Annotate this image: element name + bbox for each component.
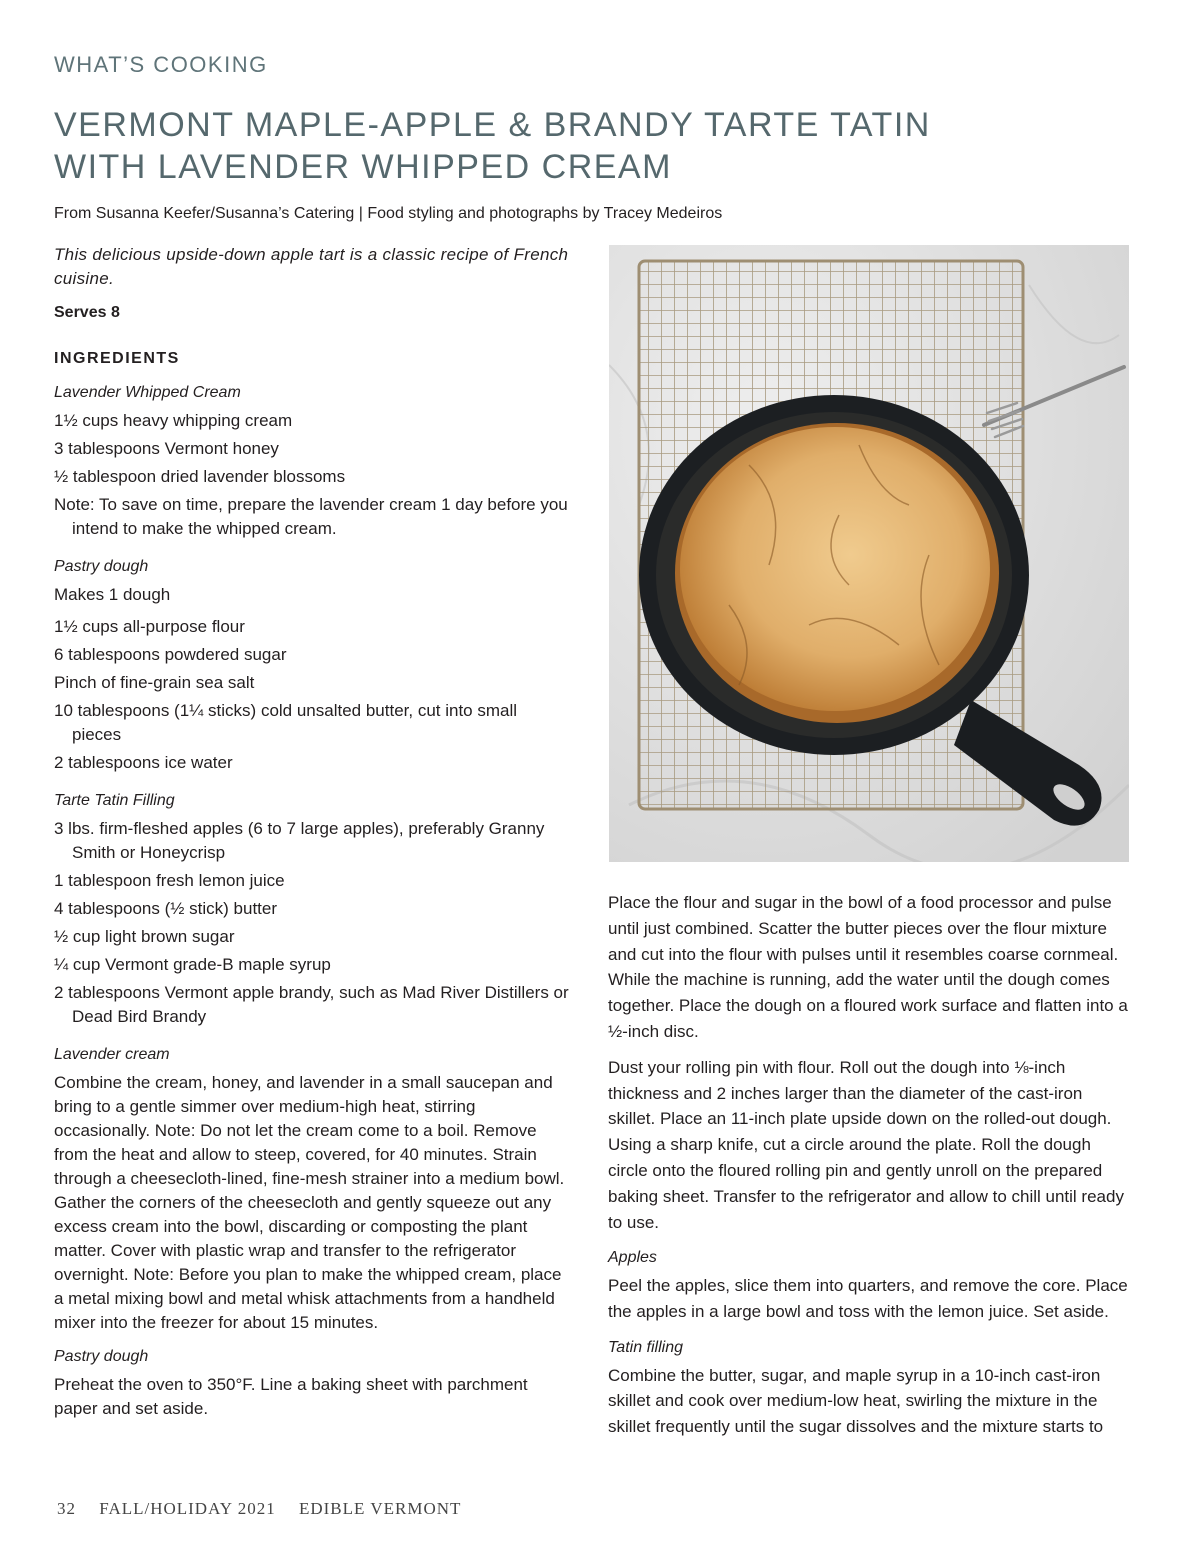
- serves: Serves 8: [54, 304, 120, 321]
- ingredient-item: 1½ cups all-purpose flour: [54, 617, 245, 636]
- ingredient-item: 3 lbs. firm-fleshed apples (6 to 7 large apples), preferably Granny Smith or Honeycrisp: [54, 819, 545, 862]
- ingredient-item: 4 tablespoons (½ stick) butter: [54, 899, 278, 918]
- step-tatin-filling: [608, 1335, 1130, 1440]
- step-heading: Tatin filling: [608, 1338, 684, 1356]
- ingredient-note: Note: To save on time, prepare the lavender cream 1 day before you intend to make the whipped cream.: [54, 495, 568, 538]
- ingredient-list: [54, 615, 569, 775]
- left-column: [54, 243, 569, 1431]
- ingredient-list: [54, 409, 569, 541]
- ingredient-group-pastry: [54, 555, 569, 775]
- ingredients-heading: INGREDIENTS: [54, 350, 180, 367]
- ingredient-item: 2 tablespoons Vermont apple brandy, such as Mad River Distillers or Dead Bird Brandy: [54, 983, 569, 1026]
- tarte-tatin-photo: [609, 245, 1129, 862]
- ingredient-item: 6 tablespoons powdered sugar: [54, 645, 287, 664]
- step-text: Combine the butter, sugar, and maple syrup in a 10-inch cast-iron skillet and cook over medium-low heat, swirling the mixture in the skillet frequently until the sugar dissolves and the mixture starts to: [608, 1365, 1104, 1437]
- ingredient-item: 2 tablespoons ice water: [54, 753, 233, 772]
- step-pastry-dough: [54, 1345, 569, 1421]
- page-number: 32: [57, 1499, 76, 1518]
- ingredient-item: 1½ cups heavy whipping cream: [54, 411, 293, 430]
- step-text: Combine the cream, honey, and lavender in a small saucepan and bring to a gentle simmer over medium-high heat, stirring occasionally. Note: Do not let the cream come to a boil. Remove from the heat and allow to steep, covered, for 40 minutes. Strain through a cheesecloth-lined, fine-mesh strainer into a medium bowl. Gather the corners of the cheesecloth and gently squeeze out any excess cream into the bowl, discarding or composting the plant matter. Cover with plastic wrap and transfer to the refrigerator overnight. Note: Before you plan to make the whipped cream, place a metal mixing bowl and metal whisk attachments from a handheld mixer into the freezer for about 15 minutes.: [54, 1073, 565, 1332]
- ingredient-item: 1 tablespoon fresh lemon juice: [54, 871, 285, 890]
- magazine-name: EDIBLE VERMONT: [298, 1499, 462, 1518]
- step-text: Preheat the oven to 350°F. Line a baking sheet with parchment paper and set aside.: [54, 1375, 528, 1418]
- page-footer: [57, 1499, 479, 1519]
- section-label: WHAT’S COOKING: [54, 52, 268, 77]
- ingredient-group-whipped-cream: [54, 381, 569, 541]
- method-paragraph: Dust your rolling pin with flour. Roll out the dough into ⅛-inch thickness and 2 inches larger than the diameter of the cast-iron skillet. Place an 11-inch plate upside down on the rolled-out dough. Using a sharp knife, cut a circle around the plate. Roll the dough circle onto the floured rolling pin and gently unroll on the prepared baking sheet. Transfer to the refrigerator and allow to chill until ready to use.: [608, 1057, 1124, 1232]
- group-heading: Tarte Tatin Filling: [54, 792, 175, 809]
- article-title: [54, 104, 1134, 188]
- ingredient-item: 3 tablespoons Vermont honey: [54, 439, 279, 458]
- ingredient-item: Pinch of fine-grain sea salt: [54, 673, 255, 692]
- right-column: [608, 890, 1130, 1450]
- title-line-2: WITH LAVENDER WHIPPED CREAM: [54, 148, 672, 186]
- ingredient-group-filling: [54, 789, 569, 1029]
- step-text: Peel the apples, slice them into quarters, and remove the core. Place the apples in a large bowl and toss with the lemon juice. Set aside.: [608, 1276, 1128, 1321]
- step-lavender-cream: [54, 1043, 569, 1335]
- ingredient-item: 10 tablespoons (1¼ sticks) cold unsalted butter, cut into small pieces: [54, 701, 518, 744]
- issue-label: FALL/HOLIDAY 2021: [99, 1499, 276, 1518]
- step-apples: [608, 1245, 1130, 1324]
- step-heading: Pastry dough: [54, 1348, 149, 1365]
- ingredient-list: [54, 817, 569, 1029]
- step-heading: Lavender cream: [54, 1046, 170, 1063]
- ingredient-item: ¼ cup Vermont grade-B maple syrup: [54, 955, 331, 974]
- ingredient-item: ½ tablespoon dried lavender blossoms: [54, 467, 346, 486]
- title-line-1: VERMONT MAPLE-APPLE & BRANDY TARTE TATIN: [54, 106, 931, 144]
- makes-note: Makes 1 dough: [54, 585, 171, 604]
- ingredient-item: ½ cup light brown sugar: [54, 927, 235, 946]
- step-heading: Apples: [608, 1249, 657, 1267]
- group-heading: Lavender Whipped Cream: [54, 384, 241, 401]
- method-paragraph: Place the flour and sugar in the bowl of a food processor and pulse until just combined. Scatter the butter pieces over the flour mixture and cut into the flour with pulses until it resembles coarse cornmeal. While the machine is running, add the water until the dough comes together. Place the dough on a floured work surface and flatten into a ½-inch disc.: [608, 893, 1128, 1041]
- byline: From Susanna Keefer/Susanna’s Catering | Food styling and photographs by Tracey Medeiros: [54, 205, 723, 222]
- intro-text: This delicious upside-down apple tart is a classic recipe of French cuisine.: [54, 245, 569, 288]
- group-heading: Pastry dough: [54, 558, 149, 575]
